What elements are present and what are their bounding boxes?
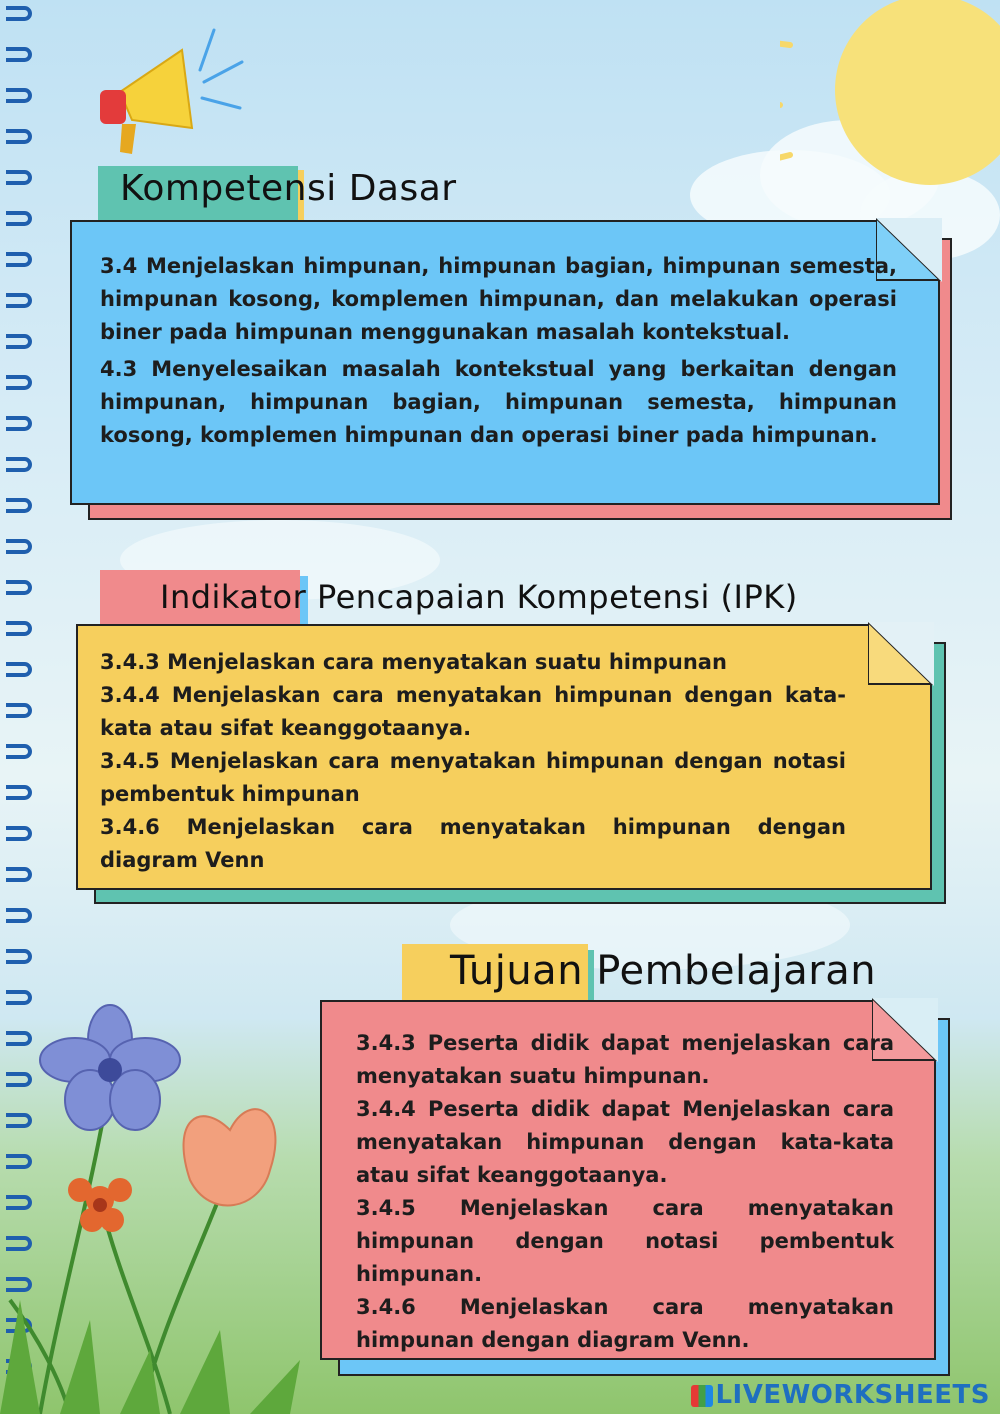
kd-title — [120, 168, 457, 209]
ipk-item: 3.4.3 Menjelaskan cara menyatakan suatu himpunan — [100, 650, 727, 674]
spiral-ring — [6, 949, 32, 964]
spiral-ring — [6, 621, 32, 636]
spiral-ring — [6, 129, 32, 144]
spiral-ring — [6, 539, 32, 554]
tp-item: 3.4.3 Peserta didik dapat menjelaskan cara menyatakan suatu himpunan. — [356, 1031, 894, 1088]
spiral-ring — [6, 826, 32, 841]
ipk-card-text — [100, 646, 846, 877]
spiral-ring — [6, 293, 32, 308]
spiral-ring — [6, 211, 32, 226]
sun-illustration — [780, 0, 1000, 230]
ipk-title — [160, 578, 798, 616]
kd-title-part-b: nsi Dasar — [283, 168, 457, 209]
spiral-ring — [6, 416, 32, 431]
tp-title-part-b: Pembelajaran — [583, 948, 877, 994]
tp-card-text — [356, 1027, 894, 1357]
megaphone-icon — [92, 20, 252, 160]
kd-card-text — [100, 250, 897, 452]
spiral-ring — [6, 375, 32, 390]
tp-item: 3.4.4 Peserta didik dapat Menjelaskan cara menyatakan himpunan dengan kata-kata atau sifat keanggotaanya. — [356, 1097, 894, 1187]
ipk-item: 3.4.4 Menjelaskan cara menyatakan himpunan dengan kata-kata atau sifat keanggotaanya. — [100, 683, 846, 740]
tp-title — [450, 948, 876, 994]
spiral-ring — [6, 252, 32, 267]
spiral-ring — [6, 703, 32, 718]
spiral-ring — [6, 867, 32, 882]
ipk-item: 3.4.6 Menjelaskan cara menyatakan himpunan dengan diagram Venn — [100, 815, 846, 872]
spiral-ring — [6, 785, 32, 800]
watermark-text: LIVEWORKSHEETS — [715, 1380, 990, 1410]
spiral-ring — [6, 744, 32, 759]
ipk-card-fold — [868, 622, 934, 686]
tp-title-part-a: Tujuan — [450, 948, 584, 994]
ipk-title-part-a: Indikator — [160, 578, 307, 616]
tp-item: 3.4.5 Menjelaskan cara menyatakan himpunan dengan notasi pembentuk himpunan. — [356, 1196, 894, 1286]
liveworksheets-logo-icon — [691, 1385, 713, 1407]
tp-item: 3.4.6 Menjelaskan cara menyatakan himpunan dengan diagram Venn. — [356, 1295, 894, 1352]
spiral-ring — [6, 47, 32, 62]
spiral-ring — [6, 662, 32, 677]
kd-item: 3.4 Menjelaskan himpunan, himpunan bagian, himpunan semesta, himpunan kosong, komplemen himpunan, dan melakukan operasi biner pada himpunan menggunakan masalah kontekstual. — [100, 254, 897, 344]
spiral-ring — [6, 334, 32, 349]
kd-title-part-a: Kompete — [120, 168, 284, 209]
spiral-ring — [6, 908, 32, 923]
spiral-ring — [6, 457, 32, 472]
spiral-ring — [6, 170, 32, 185]
spiral-ring — [6, 498, 32, 513]
spiral-ring — [6, 88, 32, 103]
liveworksheets-watermark[interactable] — [691, 1380, 990, 1410]
spiral-ring — [6, 6, 32, 21]
ipk-item: 3.4.5 Menjelaskan cara menyatakan himpunan dengan notasi pembentuk himpunan — [100, 749, 846, 806]
flowers-illustration — [0, 1000, 340, 1414]
spiral-ring — [6, 580, 32, 595]
kd-item: 4.3 Menyelesaikan masalah kontekstual yang berkaitan dengan himpunan, himpunan bagian, himpunan semesta, himpunan kosong, komplemen himpunan dan operasi biner pada himpunan. — [100, 357, 897, 447]
ipk-title-part-b: Pencapaian Kompetensi (IPK) — [306, 578, 798, 616]
